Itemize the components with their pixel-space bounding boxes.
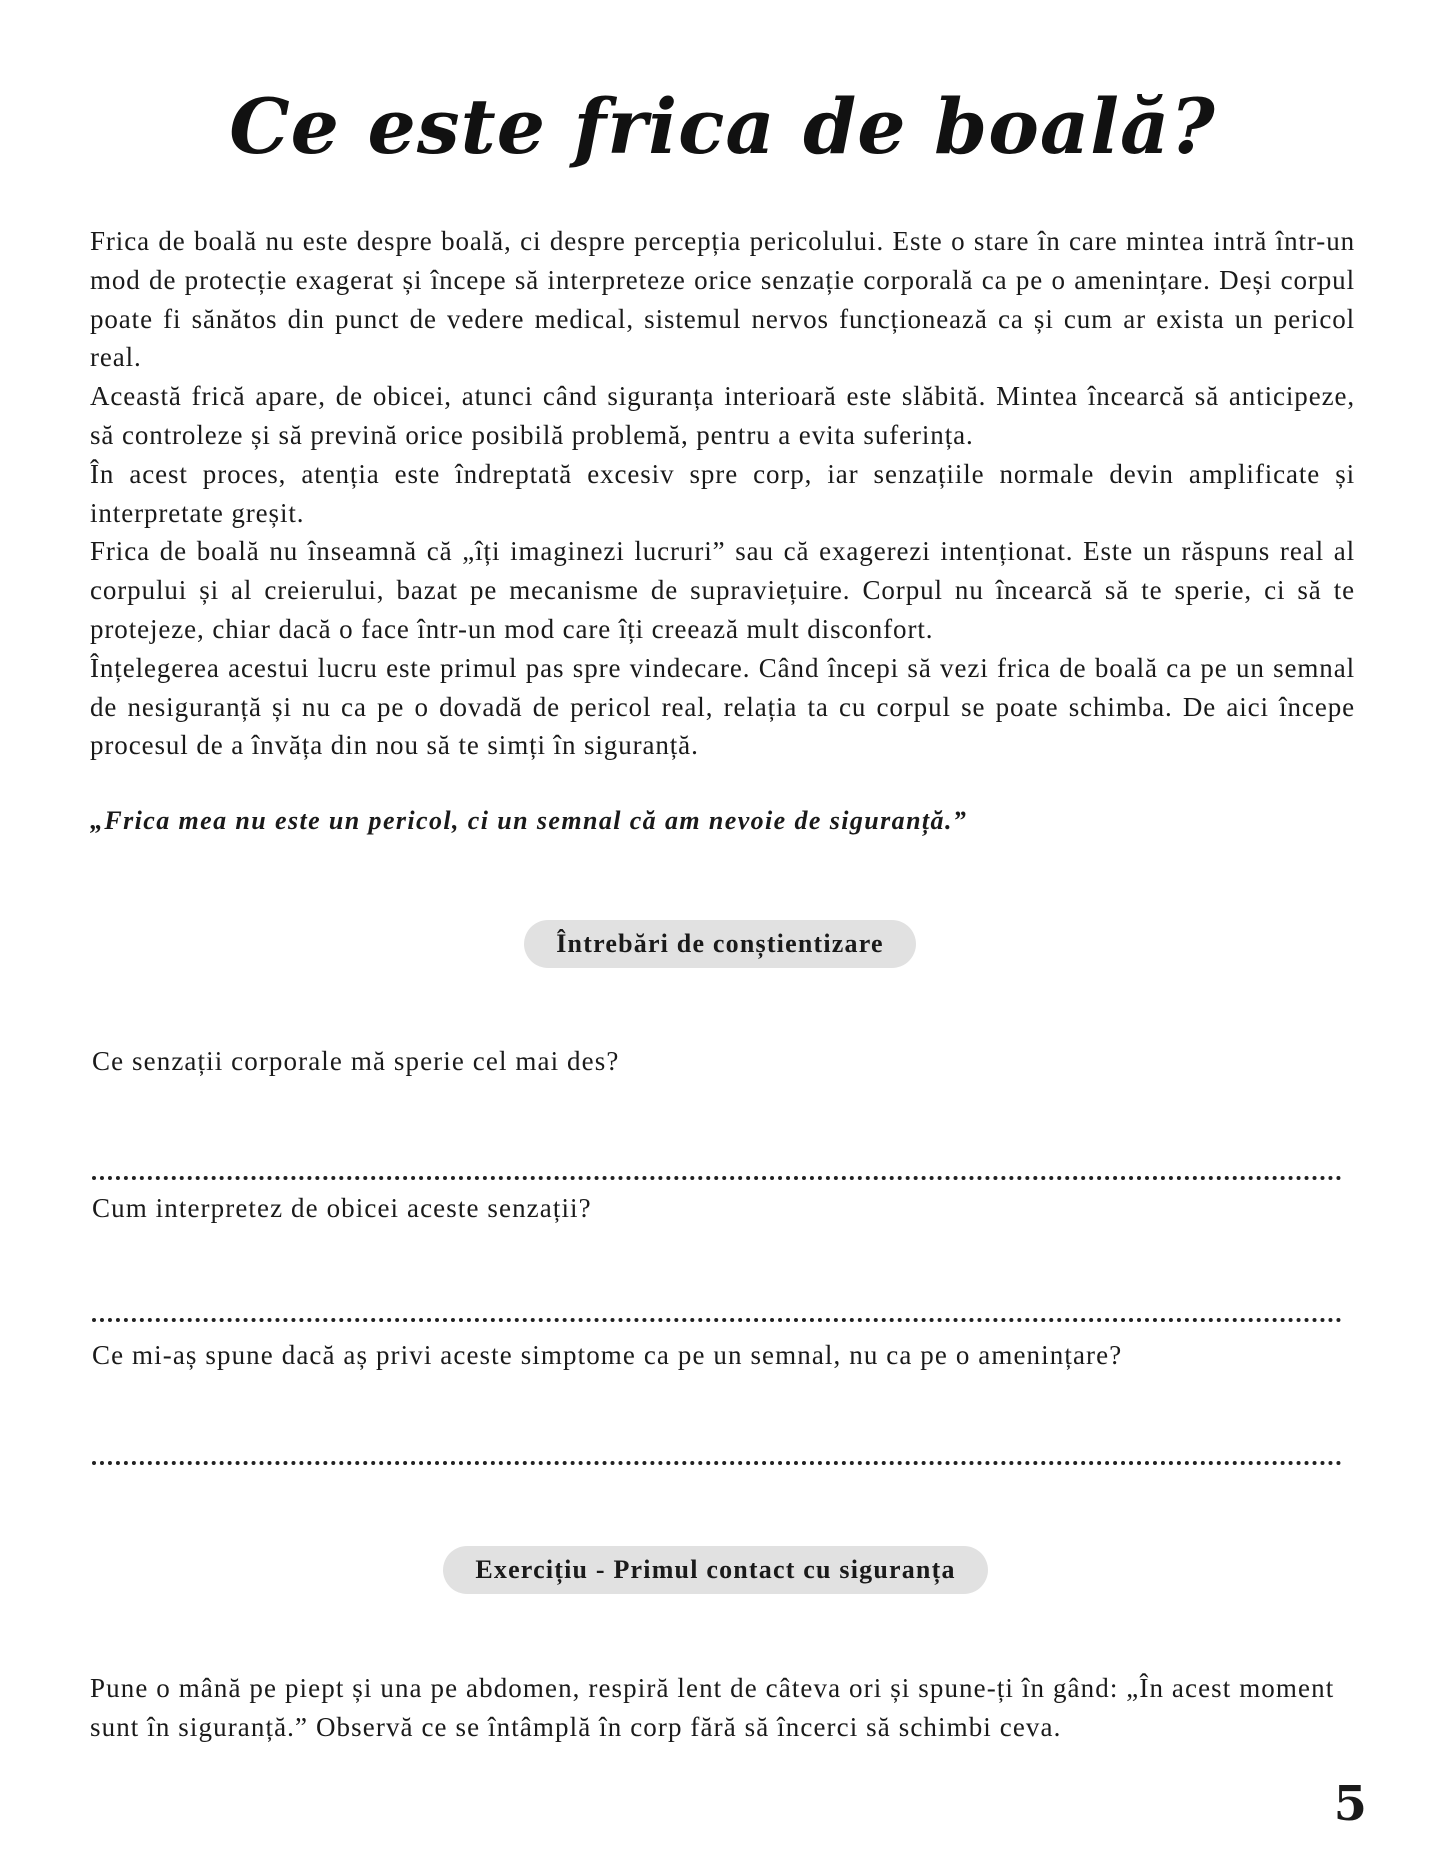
page-number: 5: [1333, 1776, 1367, 1832]
paragraph: Frica de boală nu este despre boală, ci despre percepția pericolului. Este o stare în care mintea intră într-un mod de protecție exagerat și începe să interpreteze orice senzație corporală ca pe o amenințare. Deși corpul poate fi sănătos din punct de vedere medical, sistemul nervos funcționează ca și cum ar exista un pericol real.: [90, 226, 1355, 373]
affirmation-quote: „Frica mea nu este un pericol, ci un semnal că am nevoie de siguranță.”: [90, 806, 968, 835]
intro-text: [90, 222, 1355, 765]
reflection-question: Cum interpretez de obicei aceste senzații?: [92, 1193, 592, 1223]
paragraph: Frica de boală nu înseamnă că „îți imaginezi lucruri” sau că exagerezi intenționat. Este un răspuns real al corpului și al creierului, bazat pe mecanisme de supraviețuire. Corpul nu încearcă să te sperie, ci să te protejeze, chiar dacă o face într-un mod care îți creează mult disconfort.: [90, 536, 1355, 644]
answer-line[interactable]: [92, 1318, 1342, 1322]
answer-line[interactable]: [92, 1176, 1342, 1180]
exercise-instructions: Pune o mână pe piept și una pe abdomen, respiră lent de câteva ori și spune-ți în gând: „În acest moment sunt în siguranță.” Observă ce se întâmplă în corp fără să încerci să schimbi ceva.: [90, 1673, 1335, 1742]
reflection-question: Ce mi-aș spune dacă aș privi aceste simptome ca pe un semnal, nu ca pe o amenințare?: [92, 1340, 1123, 1370]
questions-section-heading: Întrebări de conștientizare: [524, 920, 916, 968]
paragraph: Înțelegerea acestui lucru este primul pas spre vindecare. Când începi să vezi frica de boală ca pe un semnal de nesiguranță și nu ca pe o dovadă de pericol real, relația ta cu corpul se poate schimba. De aici începe procesul de a învăța din nou să te simți în siguranță.: [90, 652, 1355, 761]
answer-line[interactable]: [92, 1461, 1342, 1465]
paragraph: Această frică apare, de obicei, atunci când siguranța interioară este slăbită. Mintea încearcă să anticipeze, să controleze și să prevină orice posibilă problemă, pentru a evita suferința.: [90, 381, 1355, 450]
reflection-question: Ce senzații corporale mă sperie cel mai des?: [92, 1046, 620, 1076]
paragraph: În acest proces, atenția este îndreptată excesiv spre corp, iar senzațiile normale devin amplificate și interpretate greșit.: [90, 458, 1355, 528]
exercise-section-heading: Exercițiu - Primul contact cu siguranța: [443, 1546, 988, 1594]
page-title: Ce este frica de boală?: [229, 82, 1216, 171]
